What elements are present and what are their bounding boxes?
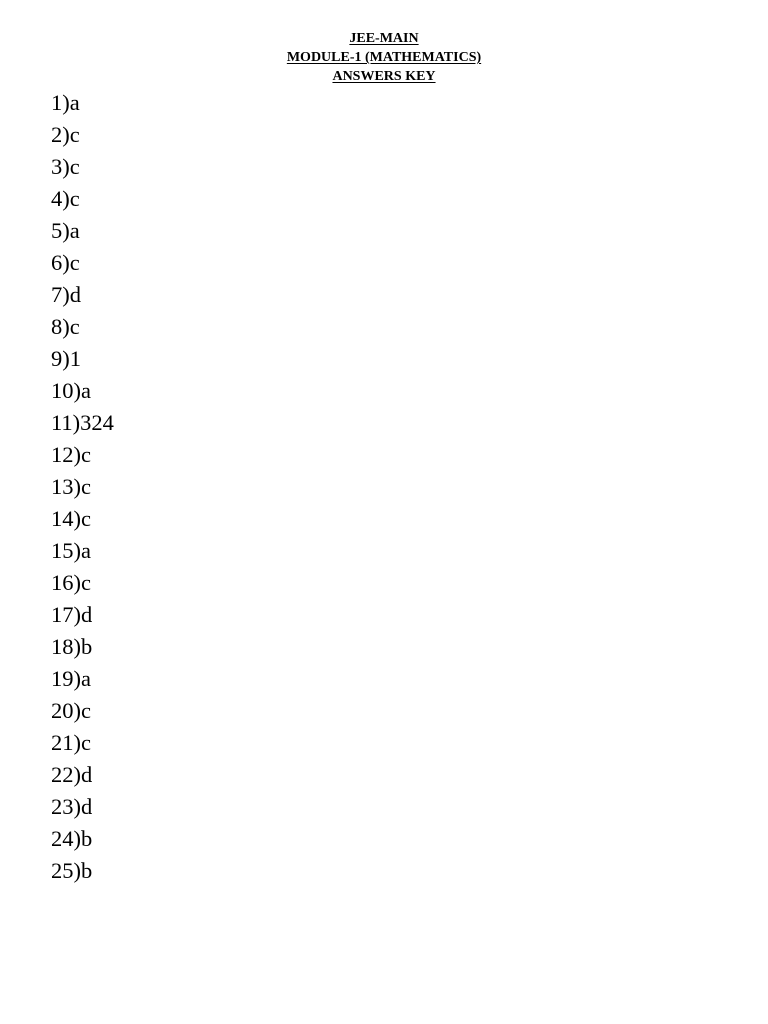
answer-item: 18)b — [51, 634, 93, 659]
answer-item: 4)c — [51, 186, 80, 211]
answer-item: 11)324 — [51, 410, 114, 435]
answer-item: 17)d — [51, 602, 93, 627]
exam-title: JEE-MAIN — [349, 31, 419, 46]
answer-item: 16)c — [51, 570, 91, 595]
answer-item: 15)a — [51, 538, 91, 563]
answer-item: 14)c — [51, 506, 91, 531]
answer-item: 1)a — [51, 90, 80, 115]
module-title: MODULE-1 (MATHEMATICS) — [286, 50, 482, 65]
answer-list — [51, 87, 114, 887]
answer-item: 8)c — [51, 314, 80, 339]
answer-item: 7)d — [51, 282, 81, 307]
answer-item: 9)1 — [51, 346, 81, 371]
answer-item: 13)c — [51, 474, 91, 499]
answer-item: 25)b — [51, 858, 93, 883]
answer-item: 22)d — [51, 762, 93, 787]
answer-item: 5)a — [51, 218, 80, 243]
answer-item: 20)c — [51, 698, 91, 723]
answer-item: 2)c — [51, 122, 80, 147]
answer-item: 21)c — [51, 730, 91, 755]
answer-item: 12)c — [51, 442, 91, 467]
document-header — [0, 29, 768, 86]
answer-item: 24)b — [51, 826, 93, 851]
answer-item: 19)a — [51, 666, 91, 691]
answer-item: 6)c — [51, 250, 80, 275]
answer-key-title: ANSWERS KEY — [332, 69, 436, 84]
answer-item: 10)a — [51, 378, 91, 403]
answer-item: 23)d — [51, 794, 93, 819]
answer-item: 3)c — [51, 154, 80, 179]
